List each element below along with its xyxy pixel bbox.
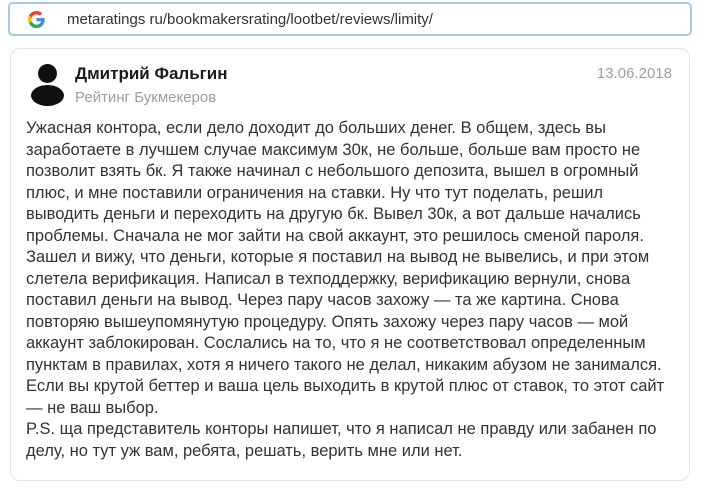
review-paragraph-2: Если вы крутой беттер и ваша цель выходить в крутой плюс от ставок, то этот сайт — не ваш выбор. xyxy=(26,377,665,417)
review-card xyxy=(10,48,690,481)
review-text xyxy=(26,118,674,462)
author-source: Рейтинг Букмекеров xyxy=(75,89,217,106)
review-date: 13.06.2018 xyxy=(596,65,672,82)
browser-address-bar[interactable] xyxy=(8,2,692,36)
review-paragraph-1: Ужасная контора, если дело доходит до больших денег. В общем, здесь вы заработаете в лучшем случае максимум 30к, не больше, больше вам просто не позволит взять бк. Я также начинал с небольшого депозита, вышел в огромный плюс, и мне поставили ограничения на ставки. Ну что тут поделать, решил выводить деньги и переходить на другую бк. Вывел 30к, а вот дальше начались проблемы. Сначала не мог зайти на свой аккаунт, это решилось сменой пароля. Зашел и вижу, что деньги, которые я поставил на вывод не вывелись, и при этом слетела верификация. Написал в техподдержку, верификацию вернули, снова поставил деньги на вывод. Через пару часов захожу — та же картина. Снова повторяю вышеупомянутую процедуру. Опять захожу через пару часов — мой аккаунт заблокирован. Сослались на то, что я не соответствовал определенным пунктам в правилах, хотя я ничего такого не делал, никаким абузом не занимался. xyxy=(26,119,662,374)
google-icon xyxy=(28,11,45,28)
review-header xyxy=(26,63,674,106)
user-avatar-icon xyxy=(31,63,64,106)
review-paragraph-3: P.S. ща представитель конторы напишет, что я написал не правду или забанен по делу, но тут уж вам, ребята, решать, верить мне или нет. xyxy=(26,420,657,460)
author-name: Дмитрий Фальгин xyxy=(75,64,228,83)
avatar-head xyxy=(38,64,57,83)
author-block xyxy=(75,63,228,106)
avatar-shoulders xyxy=(31,85,64,106)
url-text: metaratings ru/bookmakersrating/lootbet/reviews/limity/ xyxy=(67,10,433,28)
